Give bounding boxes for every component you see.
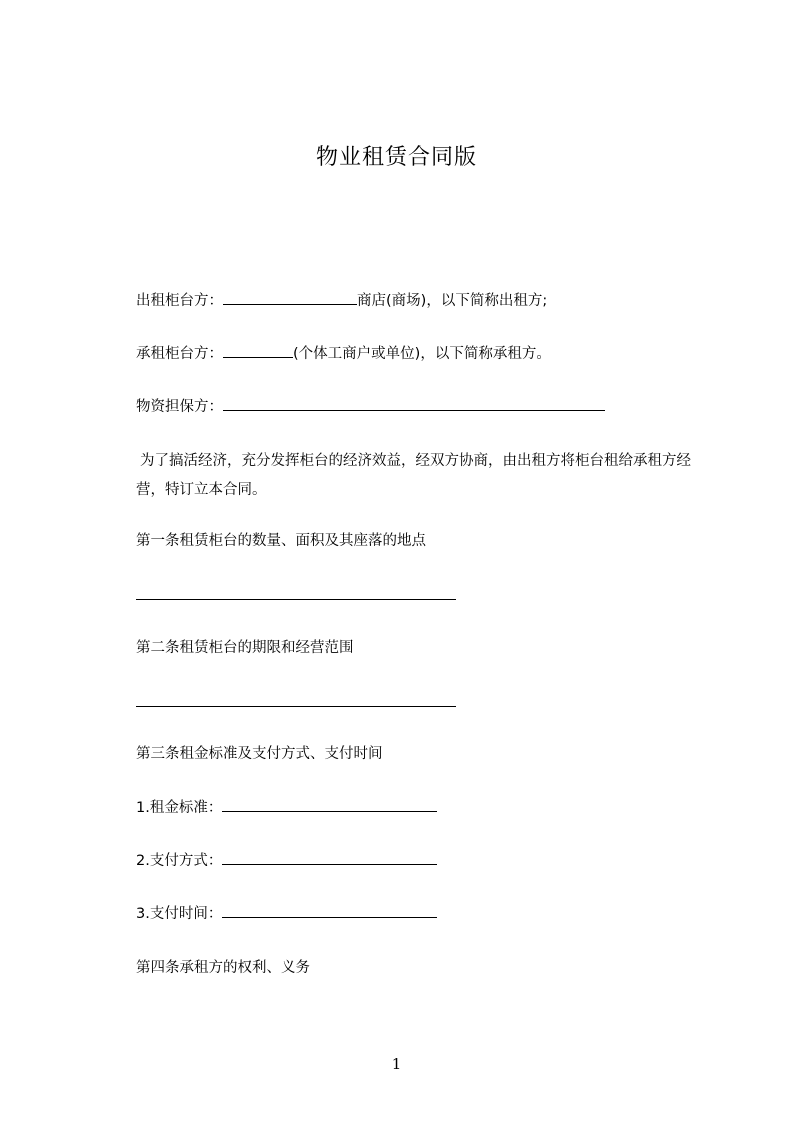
lessee-blank[interactable] <box>223 343 293 358</box>
article-1-blank[interactable] <box>136 599 456 600</box>
rent-standard-line <box>136 797 437 819</box>
payment-method-blank[interactable] <box>222 850 437 865</box>
article-2-heading: 第二条租赁柜台的期限和经营范围 <box>136 640 354 656</box>
payment-method-line <box>136 850 437 872</box>
article-4-heading: 第四条承租方的权利、义务 <box>136 960 310 976</box>
article-1-heading: 第一条租赁柜台的数量、面积及其座落的地点 <box>136 533 426 549</box>
lessee-suffix: (个体工商户或单位)，以下简称承租方。 <box>293 346 551 362</box>
lessor-blank[interactable] <box>223 290 357 305</box>
rent-standard-label: 1.租金标准： <box>136 800 223 816</box>
payment-time-blank[interactable] <box>222 903 437 918</box>
lessee-line <box>136 343 551 365</box>
guarantor-line <box>136 396 605 418</box>
lessor-suffix: 商店(商场)，以下简称出租方; <box>357 293 548 309</box>
guarantor-blank[interactable] <box>223 396 605 411</box>
page-number: 1 <box>391 1055 402 1073</box>
document-title: 物业租赁合同版 <box>315 145 477 170</box>
rent-standard-blank[interactable] <box>222 797 437 812</box>
lessor-label: 出租柜台方： <box>136 293 223 309</box>
lessor-line <box>136 290 547 312</box>
lessee-label: 承租柜台方： <box>136 346 223 362</box>
article-3-heading: 第三条租金标准及支付方式、支付时间 <box>136 746 383 762</box>
payment-time-line <box>136 903 437 925</box>
intro-paragraph: 为了搞活经济，充分发挥柜台的经济效益，经双方协商，由出租方将柜台租给承租方经营，特订立本合同。 <box>136 453 691 498</box>
article-2-blank[interactable] <box>136 706 456 707</box>
payment-time-label: 3.支付时间： <box>136 906 223 922</box>
guarantor-label: 物资担保方： <box>136 399 223 415</box>
payment-method-label: 2.支付方式： <box>136 853 223 869</box>
